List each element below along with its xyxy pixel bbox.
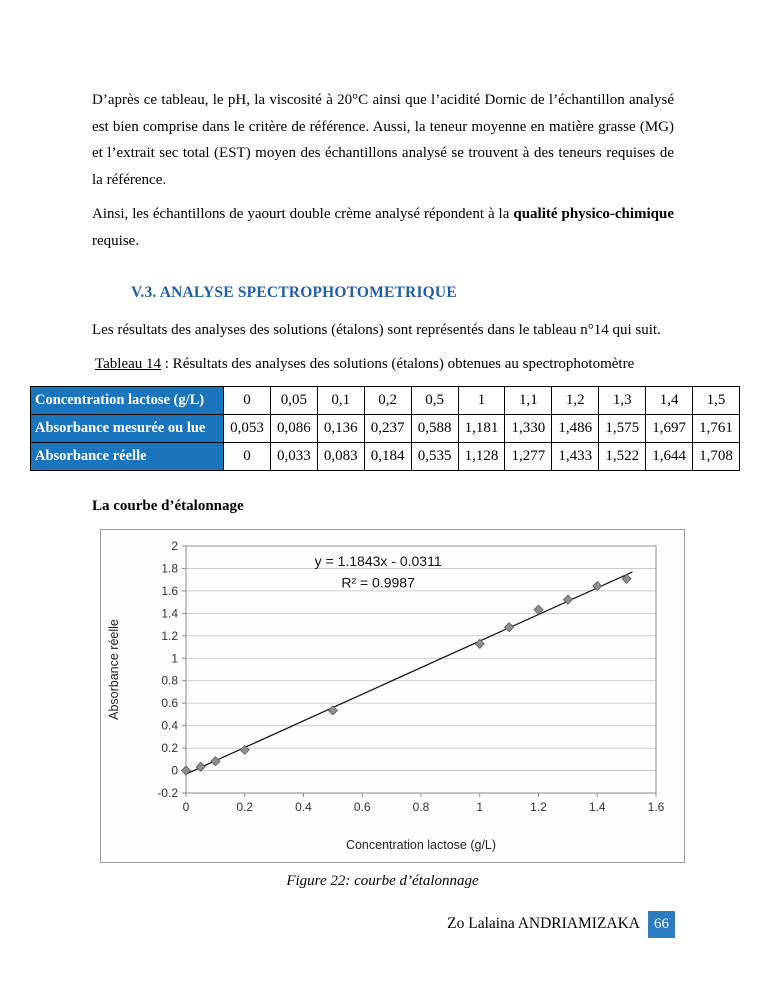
data-point <box>182 766 191 775</box>
y-tick-label: 1.4 <box>161 606 178 621</box>
y-tick-label: 1.6 <box>161 583 178 598</box>
value-cell: 0,083 <box>317 443 364 471</box>
value-cell: 1,277 <box>505 443 552 471</box>
page-number-badge: 66 <box>648 911 675 938</box>
data-point <box>475 639 484 648</box>
value-cell: 0 <box>224 443 271 471</box>
value-cell: 1,644 <box>646 443 693 471</box>
page-footer <box>447 910 675 938</box>
data-point <box>505 623 514 632</box>
x-tick-label: 1.4 <box>588 800 606 814</box>
value-cell: 0,05 <box>270 387 317 415</box>
value-cell: 1,761 <box>693 415 740 443</box>
table-caption <box>95 356 634 373</box>
x-tick-label: 0 <box>182 800 190 814</box>
value-cell: 1,2 <box>552 387 599 415</box>
x-axis-title: Concentration lactose (g/L) <box>345 838 497 852</box>
results-table <box>30 386 740 471</box>
y-tick-label: 0.8 <box>161 673 178 688</box>
x-tick-label: 0.4 <box>295 800 312 814</box>
row-header-cell: Absorbance réelle <box>31 443 224 471</box>
value-cell: 0,1 <box>317 387 364 415</box>
value-cell: 0,5 <box>411 387 458 415</box>
x-tick-label: 1.2 <box>530 800 547 814</box>
value-cell: 1,697 <box>646 415 693 443</box>
data-point <box>328 706 337 715</box>
trendline-equation: y = 1.1843x - 0.0311 <box>314 553 442 570</box>
y-tick-label: 1.8 <box>161 561 178 576</box>
data-point <box>196 762 205 771</box>
y-tick-label: 0.6 <box>161 696 178 711</box>
data-point <box>240 745 249 754</box>
results-table-body <box>31 387 740 471</box>
value-cell: 1,486 <box>552 415 599 443</box>
value-cell: 0,086 <box>270 415 317 443</box>
value-cell: 0,033 <box>270 443 317 471</box>
table-caption-text: : Résultats des analyses des solutions (étalons) obtenues au spectrophotomètre <box>161 356 635 372</box>
value-cell: 1,433 <box>552 443 599 471</box>
value-cell: 1 <box>458 387 505 415</box>
value-cell: 0,237 <box>364 415 411 443</box>
y-tick-label: 1 <box>171 651 178 666</box>
conclusion-text: Ainsi, les échantillons de yaourt double crème analysé répondent à la <box>92 206 514 222</box>
x-tick-label: 0.8 <box>412 800 430 814</box>
value-cell: 0,136 <box>317 415 364 443</box>
x-tick-label: 0.2 <box>236 800 254 814</box>
table-caption-label: Tableau 14 <box>95 356 162 372</box>
y-axis-title: Absorbance réelle <box>107 619 121 720</box>
value-cell: 1,181 <box>458 415 505 443</box>
data-point <box>211 757 220 766</box>
value-cell: 0,535 <box>411 443 458 471</box>
value-cell: 0,184 <box>364 443 411 471</box>
section-heading: V.3. ANALYSE SPECTROPHOTOMETRIQUE <box>131 284 457 301</box>
y-tick-label: -0.2 <box>157 786 178 800</box>
y-tick-label: 0.4 <box>161 718 178 733</box>
value-cell: 1,1 <box>505 387 552 415</box>
conclusion-text-end: requise. <box>92 232 140 249</box>
value-cell: 1,128 <box>458 443 505 471</box>
calibration-chart <box>100 529 685 863</box>
paragraph-intro: D’après ce tableau, le pH, la viscosité à 20°C ainsi que l’acidité Dornic de l’échantillon analysé est bien comprise dans le critère de référence. Aussi, la teneur moyenne en matière grasse (MG) et l’extrait sec total (EST) moyen des échantillons analysé se trouvent à des teneurs requises de la référence. <box>92 92 674 188</box>
value-cell: 0,588 <box>411 415 458 443</box>
paragraph-table-intro: Les résultats des analyses des solutions (étalons) sont représentés dans le tableau n°14 qui suit. <box>92 322 661 338</box>
row-header-cell: Absorbance mesurée ou lue <box>31 415 224 443</box>
y-tick-label: 2 <box>171 539 178 553</box>
x-tick-label: 1.6 <box>647 800 665 814</box>
conclusion-bold-text: qualité physico-chimique <box>513 206 675 222</box>
value-cell: 1,575 <box>599 415 646 443</box>
figure-caption: Figure 22: courbe d’étalonnage <box>286 873 479 889</box>
value-cell: 0 <box>224 387 271 415</box>
value-cell: 0,2 <box>364 387 411 415</box>
value-cell: 0,053 <box>224 415 271 443</box>
y-tick-label: 1.2 <box>161 628 178 643</box>
curve-section-title: La courbe d’étalonnage <box>92 498 244 514</box>
y-tick-label: 0.2 <box>161 741 178 756</box>
paragraph-conclusion <box>92 201 674 254</box>
value-cell: 1,5 <box>693 387 740 415</box>
table-row <box>31 415 740 443</box>
x-tick-label: 0.6 <box>353 800 371 814</box>
value-cell: 1,4 <box>646 387 693 415</box>
row-header-cell: Concentration lactose (g/L) <box>31 387 224 415</box>
x-tick-label: 1 <box>476 800 484 814</box>
footer-author: Zo Lalaina ANDRIAMIZAKA <box>447 915 640 932</box>
value-cell: 1,708 <box>693 443 740 471</box>
plot-border <box>186 546 656 793</box>
table-row <box>31 387 740 415</box>
table-row <box>31 443 740 471</box>
trendline-r-squared: R² = 0.9987 <box>341 574 415 591</box>
value-cell: 1,3 <box>599 387 646 415</box>
y-tick-label: 0 <box>171 763 178 778</box>
calibration-chart-svg <box>101 530 684 862</box>
value-cell: 1,522 <box>599 443 646 471</box>
value-cell: 1,330 <box>505 415 552 443</box>
